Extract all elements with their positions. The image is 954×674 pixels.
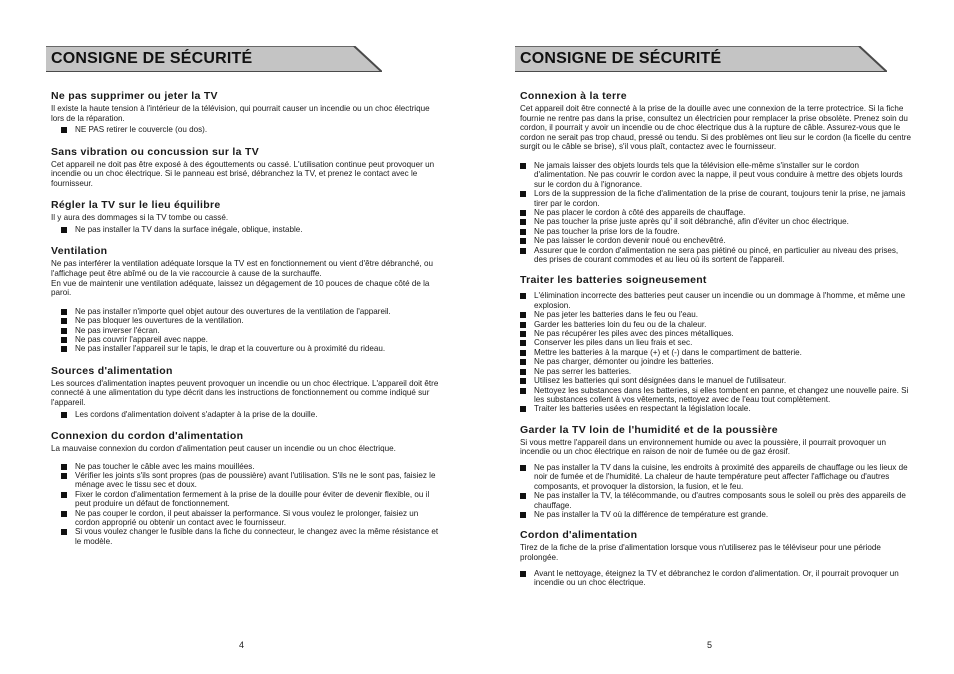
section-banner: [46, 46, 382, 72]
page-number: 4: [239, 640, 245, 650]
section-paragraph: En vue de maintenir une ventilation adéquate, laissez un dégagement de 10 pouces de chaque côté de la paroi.: [51, 278, 430, 298]
list-item: [520, 357, 912, 366]
square-bullet-icon: [520, 465, 526, 471]
square-bullet-icon: [61, 492, 67, 498]
left-content: [51, 90, 439, 546]
list-item-text: Ne pas toucher le câble avec les mains mouillées.: [75, 461, 255, 471]
list-item: [61, 316, 439, 325]
section: [51, 430, 439, 546]
square-bullet-icon: [520, 369, 526, 375]
square-bullet-icon: [520, 312, 526, 318]
square-bullet-icon: [520, 163, 526, 169]
square-bullet-icon: [520, 388, 526, 394]
list-item: [61, 326, 439, 335]
square-bullet-icon: [520, 210, 526, 216]
square-bullet-icon: [520, 350, 526, 356]
square-bullet-icon: [520, 331, 526, 337]
list-item-text: Ne pas installer l'appareil sur le tapis, le drap et la couverture ou à proximité du rideau.: [75, 344, 386, 354]
page-title: CONSIGNE DE SÉCURITÉ: [520, 50, 722, 67]
list-item-text: Ne jamais laisser des objets lourds tels que la télévision elle-même s'installer sur le cordon d'alimentation. Ne pas couvrir le cordon avec la nappe, il peut vous conduire à mettre des objets lourds sur le cordon du à l'ignorance.: [534, 160, 903, 189]
bullet-list: [51, 410, 439, 419]
list-item-text: Utilisez les batteries qui sont désignées dans le manuel de l'utilisateur.: [534, 376, 787, 386]
section: [51, 245, 439, 353]
section-paragraph: Tirez de la fiche de la prise d'alimentation lorsque vous n'utiliserez pas le téléviseur pour une période prolongée.: [520, 543, 881, 562]
bullet-list: [520, 463, 912, 519]
list-item-text: Les cordons d'alimentation doivent s'adapter à la prise de la douille.: [75, 409, 318, 419]
list-item: [520, 329, 912, 338]
list-item-text: Ne pas bloquer les ouvertures de la ventilation.: [75, 316, 244, 326]
bullet-list: [520, 569, 912, 588]
list-item: [520, 161, 912, 189]
list-item-text: Ne pas installer la TV, la télécommande, ou d'autres composants sous le soleil ou près des appareils de chauffage.: [534, 491, 906, 510]
list-item-text: Ne pas couper le cordon, il peut abaisser la performance. Si vous voulez le prolonger, faisiez un cordon approprié ou obtenir un contact avec le fournisseur.: [75, 508, 419, 527]
section-paragraph: Il existe la haute tension à l'intérieur de la télévision, qui pourrait causer un incendie ou un choc électrique lors de la réparation.: [51, 104, 430, 123]
section-heading: Garder la TV loin de l'humidité et de la poussière: [520, 423, 778, 436]
list-item-text: Ne pas toucher la prise lors de la foudre.: [534, 226, 680, 236]
square-bullet-icon: [520, 322, 526, 328]
square-bullet-icon: [520, 229, 526, 235]
list-item: [61, 527, 439, 546]
section: [520, 274, 912, 413]
section-heading: Cordon d'alimentation: [520, 529, 638, 542]
list-item: [520, 189, 912, 208]
square-bullet-icon: [520, 493, 526, 499]
list-item-text: Avant le nettoyage, éteignez la TV et débranchez le cordon d'alimentation. Or, il pourrait provoquer un incendie ou un choc électrique.: [534, 568, 899, 587]
section: [520, 424, 912, 520]
list-item: [520, 291, 912, 310]
square-bullet-icon: [520, 340, 526, 346]
list-item: [520, 491, 912, 510]
list-item: [520, 227, 912, 236]
page-number: 5: [707, 640, 713, 650]
bullet-list: [51, 307, 439, 354]
list-item: [61, 471, 439, 490]
square-bullet-icon: [520, 219, 526, 225]
section-heading: Traiter les batteries soigneusement: [520, 274, 707, 287]
list-item-text: Vérifier les joints s'ils sont propres (pas de poussière) avant l'utilisation. S'ils ne le sont pas, faisiez le ménage avec le tissu sec et doux.: [75, 470, 436, 490]
square-bullet-icon: [61, 412, 67, 418]
list-item: [520, 569, 912, 588]
square-bullet-icon: [61, 511, 67, 517]
square-bullet-icon: [61, 328, 67, 334]
list-item-text: Ne pas installer la TV dans la surface inégale, oblique, instable.: [75, 224, 303, 234]
square-bullet-icon: [61, 529, 67, 535]
list-item: [520, 510, 912, 519]
list-item: [61, 490, 439, 509]
list-item: [61, 307, 439, 316]
section: [520, 90, 912, 264]
section-heading: Sans vibration ou concussion sur la TV: [51, 145, 260, 158]
list-item-text: Ne pas placer le cordon à côté des appareils de chauffage.: [534, 208, 746, 217]
list-item-text: Ne pas installer la TV où la différence de température est grande.: [534, 509, 769, 519]
list-item: [61, 125, 439, 134]
square-bullet-icon: [520, 378, 526, 384]
square-bullet-icon: [520, 248, 526, 254]
list-item-text: Traiter les batteries usées en respectant la législation locale.: [534, 404, 751, 414]
list-item: [520, 246, 912, 265]
list-item-text: Ne pas charger, démonter ou joindre les batteries.: [534, 357, 714, 367]
list-item: [520, 208, 912, 217]
list-item-text: Ne pas installer la TV dans la cuisine, les endroits à proximité des appareils de chauffage ou les lieux de noir de fumée et de l'humidité. La chaleur de haute température peut affecter l'affichage ou d'autres composants, et provoquer la distorsion, la fusion, et le feu.: [534, 462, 908, 491]
section-paragraph: Les sources d'alimentation inaptes peuvent provoquer un incendie ou un choc électrique. L'appareil doit être connecté à une alimentation du type décrit dans les instructions de fonctionnement ou comme indiqué sur l'appareil.: [51, 378, 439, 407]
section-heading: Sources d'alimentation: [51, 364, 173, 377]
list-item-text: Conserver les piles dans un lieu frais et sec.: [534, 338, 693, 348]
section-heading: Régler la TV sur le lieu équilibre: [51, 199, 221, 212]
bullet-list: [520, 161, 912, 264]
square-bullet-icon: [61, 127, 67, 133]
list-item-text: Si vous voulez changer le fusible dans la fiche du connecteur, le changez avec la même résistance et le modèle.: [75, 527, 439, 546]
square-bullet-icon: [61, 337, 67, 343]
section-paragraph: Cet appareil ne doit pas être exposé à des égouttements ou cassé. L'utilisation continue peut provoquer un incendie ou un choc électrique. Si le panneau est brisé, débranchez la TV, et prenez le contact avec le fournisseur.: [51, 159, 435, 188]
square-bullet-icon: [520, 512, 526, 518]
section-paragraph: Ne pas interférer la ventilation adéquate lorsque la TV est en fonctionnement ou vient d'être débranché, ou l'affichage peut être abîmé ou de la vie raccourcie à cause de la surchauffe.: [51, 259, 434, 278]
section-heading: Ne pas supprimer ou jeter la TV: [51, 90, 218, 102]
list-item: [61, 335, 439, 344]
list-item-text: Ne pas jeter les batteries dans le feu ou l'eau.: [534, 310, 698, 320]
list-item: [61, 509, 439, 528]
section-heading: Connexion du cordon d'alimentation: [51, 429, 244, 442]
list-item: [520, 338, 912, 347]
list-item: [61, 462, 439, 471]
list-item: [61, 344, 439, 353]
list-item: [520, 217, 912, 226]
section-paragraph: Cet appareil doit être connecté à la prise de la douille avec une connexion de la terre protectrice. Si la fiche fournie ne rentre pas dans la prise, consultez un électricien pour remplacer la prise obsolète. Prenez soin du cordon, il pourrait y avoir un incendie ou de choc électrique dus à la rupture de câble. Assurez-vous que le cordon ne serait pas trop chaud, pressé ou tendu. Si des problèmes ont lieu sur le cordon (la ficelle du centre surgit ou le câble se brise), s'il vous plaît, contactez avec le fournisseur.: [520, 104, 911, 152]
list-item: [61, 410, 439, 419]
list-item-text: Assurer que le cordon d'alimentation ne sera pas piétiné ou pincé, en particulier au niveau des prises, des prises de courant commodes et au lieu où ils sortent de l'appareil.: [534, 245, 899, 265]
list-item-text: Ne pas couvrir l'appareil avec nappe.: [75, 334, 208, 344]
list-item: [520, 310, 912, 319]
section-paragraph: Si vous mettre l'appareil dans un environnement humide ou avec la poussière, il pourrait provoquer un incendie ou un choc électrique en raison de noir de fumée ou de gaz érosif.: [520, 437, 886, 457]
list-item: [61, 225, 439, 234]
list-item-text: Nettoyez les substances dans les batteries, si elles tombent en panne, et changez une nouvelle paire. Si les substances collent à vos vêtements, nettoyez avec de l'eau tout complètement.: [534, 385, 909, 404]
list-item: [520, 463, 912, 491]
square-bullet-icon: [61, 227, 67, 233]
list-item-text: Ne pas inverser l'écran.: [75, 325, 160, 335]
list-item: [520, 386, 912, 405]
square-bullet-icon: [520, 406, 526, 412]
square-bullet-icon: [61, 318, 67, 324]
list-item-text: Ne pas installer n'importe quel objet autour des ouvertures de la ventilation de l'appareil.: [75, 306, 391, 316]
list-item-text: Fixer le cordon d'alimentation fermement à la prise de la douille pour éviter de devenir flexible, ou il peut produire un défaut de fonctionnement.: [75, 489, 430, 509]
bullet-list: [51, 125, 439, 134]
right-content: [520, 90, 912, 587]
list-item-text: Garder les batteries loin du feu ou de la chaleur.: [534, 319, 707, 329]
list-item-text: Mettre les batteries à la marque (+) et (-) dans le compartiment de batterie.: [534, 347, 802, 357]
section-paragraph: La mauvaise connexion du cordon d'alimentation peut causer un incendie ou un choc électrique.: [51, 443, 396, 453]
list-item-text: Ne pas laisser le cordon devenir noué ou enchevêtré.: [534, 236, 726, 246]
list-item: [520, 404, 912, 413]
section: [51, 365, 439, 419]
section: [51, 199, 439, 234]
bullet-list: [51, 462, 439, 547]
square-bullet-icon: [520, 359, 526, 365]
list-item: [520, 236, 912, 245]
page-right: [477, 0, 954, 674]
list-item-text: Ne pas récupérer les piles avec des pinces métalliques.: [534, 329, 734, 339]
square-bullet-icon: [520, 238, 526, 244]
square-bullet-icon: [520, 571, 526, 577]
section-heading: Connexion à la terre: [520, 90, 627, 102]
square-bullet-icon: [61, 473, 67, 479]
list-item-text: Ne pas toucher la prise juste après qu' il soit débranché, afin d'éviter un choc électrique.: [534, 217, 849, 227]
list-item: [520, 376, 912, 385]
list-item-text: NE PAS retirer le couvercle (ou dos).: [75, 125, 208, 135]
section: [51, 146, 439, 189]
section: [520, 529, 912, 587]
square-bullet-icon: [61, 346, 67, 352]
bullet-list: [520, 291, 912, 413]
square-bullet-icon: [61, 309, 67, 315]
bullet-list: [51, 225, 439, 234]
list-item-text: L'élimination incorrecte des batteries peut causer un incendie ou un dommage à l'homme, et même une explosion.: [534, 291, 906, 310]
list-item: [520, 367, 912, 376]
section-heading: Ventilation: [51, 245, 108, 258]
section: [51, 90, 439, 135]
list-item: [520, 348, 912, 357]
section-banner: [515, 46, 887, 72]
list-item: [520, 320, 912, 329]
list-item-text: Ne pas serrer les batteries.: [534, 366, 632, 376]
square-bullet-icon: [61, 464, 67, 470]
page-title: CONSIGNE DE SÉCURITÉ: [51, 50, 253, 67]
section-paragraph: Il y aura des dommages si la TV tombe ou cassé.: [51, 213, 229, 223]
square-bullet-icon: [520, 191, 526, 197]
square-bullet-icon: [520, 293, 526, 299]
list-item-text: Lors de la suppression de la fiche d'alimentation de la prise de courant, toujours tenir la prise, ne jamais tirer par le cordon.: [534, 189, 906, 208]
